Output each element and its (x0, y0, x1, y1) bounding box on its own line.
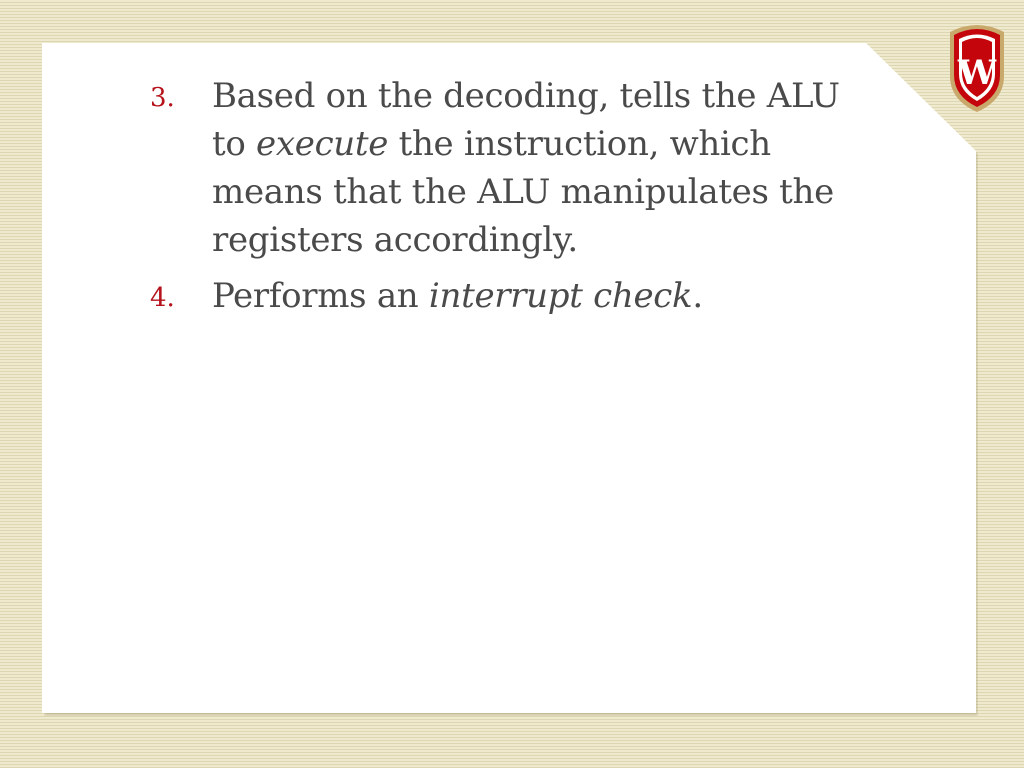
slide-content (150, 72, 870, 330)
list-item-text: Based on the decoding, tells the ALU to execute the instruction, which means that the ALU manipulates the registers accordingly. (212, 76, 840, 260)
list-item (150, 272, 870, 322)
list-item-text: Performs an interrupt check. (212, 276, 703, 316)
list-item (150, 72, 870, 264)
list-item-number: 3. (150, 83, 175, 113)
list-item-number: 4. (150, 283, 175, 313)
crest-letter: W (957, 53, 997, 93)
crest-icon (944, 18, 1010, 114)
